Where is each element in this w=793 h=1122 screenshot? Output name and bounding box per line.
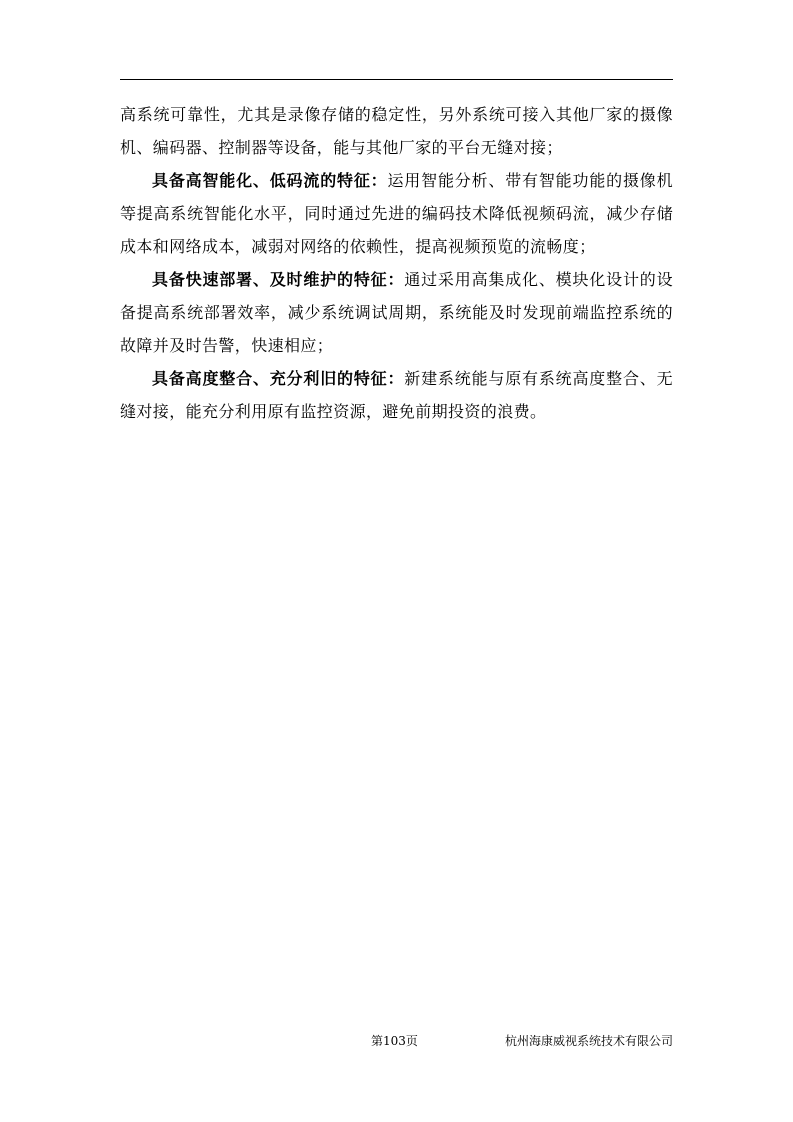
page-footer [120,1032,673,1052]
company-name: 杭州海康威视系统技术有限公司 [504,1034,673,1048]
paragraph-lead: 具备高智能化、低码流的特征： [152,171,388,190]
paragraph-text: 高系统可靠性，尤其是录像存储的稳定性，另外系统可接入其他厂家的摄像机、编码器、控制器等设备，能与其他厂家的平台无缝对接； [120,105,673,157]
header-rule [120,79,673,80]
paragraph-fast-deploy [120,263,673,362]
paragraph-smart-low-bitrate [120,164,673,263]
paragraph-text: 运用智能分析、带有智能功能的摄像机等提高系统智能化水平，同时通过先进的编码技术降低视频码流，减少存储成本和网络成本，减弱对网络的依赖性，提高视频预览的流畅度； [120,171,673,256]
document-body [120,98,673,428]
page-number: 第103页 [371,1034,418,1048]
paragraph-text: 通过采用高集成化、模块化设计的设备提高系统部署效率，减少系统调试周期，系统能及时发现前端监控系统的故障并及时告警，快速相应； [120,270,673,355]
paragraph-lead: 具备高度整合、充分利旧的特征： [152,369,405,388]
paragraph-text: 新建系统能与原有系统高度整合、无缝对接，能充分利用原有监控资源，避免前期投资的浪费。 [120,369,673,421]
paragraph-continuation [120,98,673,164]
paragraph-integration [120,362,673,428]
paragraph-lead: 具备快速部署、及时维护的特征： [152,270,405,289]
